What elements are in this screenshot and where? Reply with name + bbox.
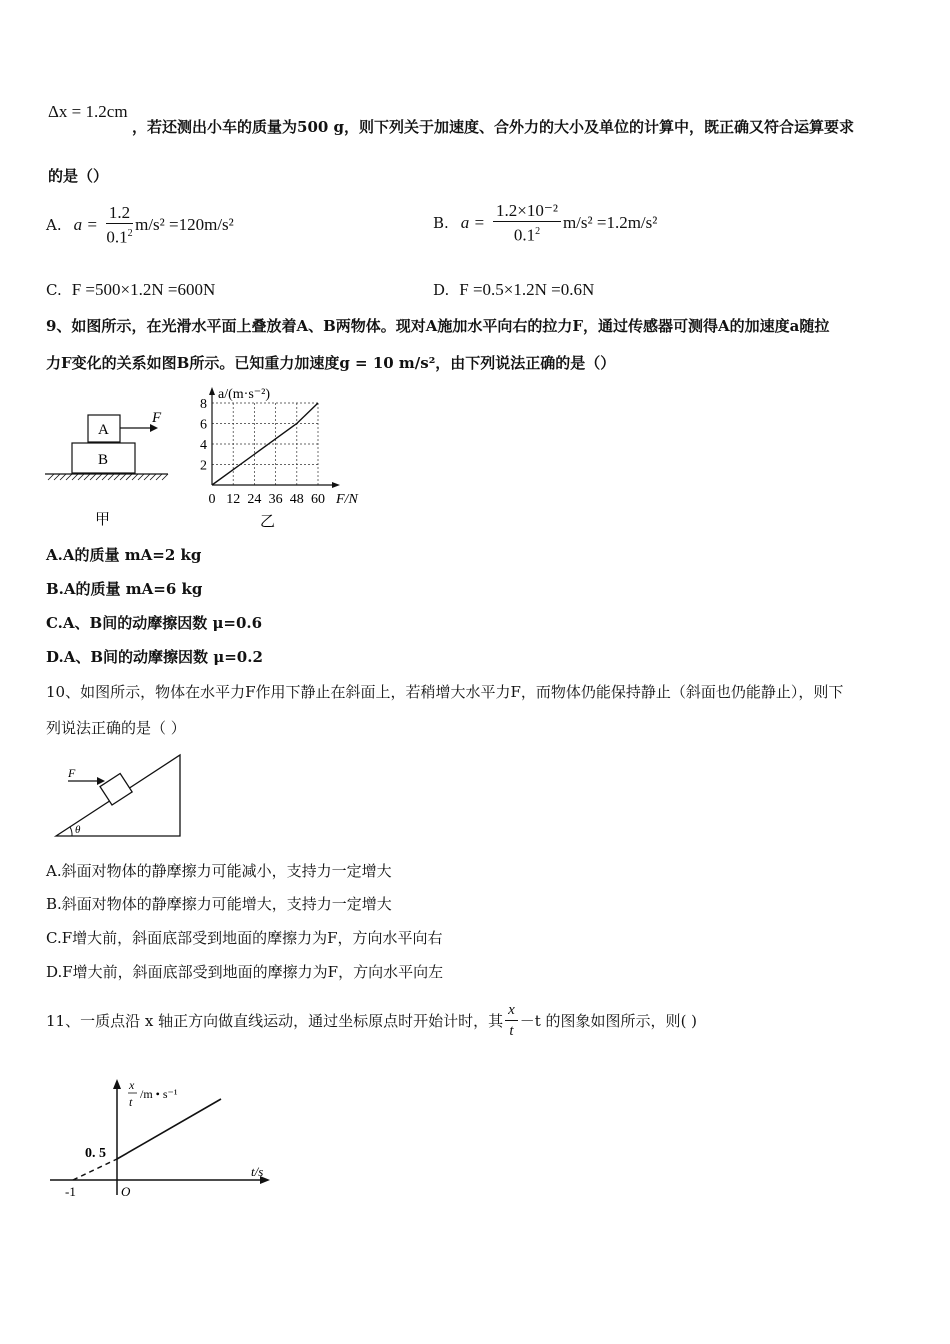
q10-option-a[interactable]	[46, 860, 392, 881]
q11-ylabel-num: x	[129, 1078, 135, 1092]
q9-stem-line1: 9、如图所示，在光滑水平面上叠放着A、B两物体。现对A施加水平向右的拉力F，通过传感器可测得A的加速度a随拉	[46, 317, 830, 335]
figure-yi-caption: 乙	[260, 514, 276, 530]
ground-hatching	[48, 474, 168, 480]
q11-xlabel: t/s	[251, 1164, 264, 1179]
q8-option-c-expr: F =500×1.2N =600N	[71, 280, 216, 299]
q8-option-b-label: B.	[433, 214, 449, 232]
q11-intercept-label: 0. 5	[85, 1146, 106, 1161]
angle-label: θ	[75, 824, 81, 836]
q11-y-axis-arrow	[113, 1079, 121, 1089]
x-tick-label: 0	[208, 492, 216, 507]
q8-stem-line1	[132, 116, 854, 137]
q11-stem-suffix: －t 的图象如图所示，则( )	[519, 1011, 698, 1030]
q11-ylabel-den: t	[129, 1095, 133, 1109]
q10-option-b[interactable]	[46, 893, 392, 914]
q8-option-a[interactable]	[46, 200, 234, 250]
y-tick-label: 4	[200, 438, 207, 453]
q10-option-c[interactable]	[46, 927, 443, 948]
q8-option-b-fraction	[493, 201, 561, 246]
block-a-label: A	[98, 422, 109, 438]
q10-stem-line2: 列说法正确的是（ ）	[46, 719, 186, 737]
figure-jia-caption: 甲	[95, 512, 111, 528]
x-tick-label: 24	[247, 492, 262, 507]
q11-origin-label: O	[121, 1184, 131, 1199]
q10-stem-line1: 10、如图所示，物体在水平力F作用下静止在斜面上，若稍增大水平力F，而物体仍能保持静止（斜面也仍能静止），则下	[46, 683, 844, 701]
q11-neg-tick: -1	[65, 1184, 76, 1199]
q10-option-a-label: A.	[46, 862, 62, 880]
q11-stem	[46, 995, 697, 1045]
q11-stem-fraction-num: x	[505, 1000, 518, 1021]
q8-option-c-label: C.	[46, 281, 62, 299]
q8-option-d-expr: F =0.5×1.2N =0.6N	[459, 280, 595, 299]
q8-option-d-label: D.	[433, 281, 450, 299]
q8-stem-part1: ，若还测出小车的质量为	[132, 118, 298, 136]
q9-option-c-text: A、B间的动摩擦因数 μ=0.6	[62, 614, 263, 632]
q8-option-a-denominator: $0.1^2$	[106, 227, 133, 247]
q9-option-a[interactable]	[46, 544, 201, 565]
q10-option-c-label: C.	[46, 929, 62, 947]
q9-option-a-text: A的质量 mA=2 kg	[62, 546, 202, 564]
incline-block	[100, 773, 132, 805]
delta-x-expression: Δx = 1.2cm	[48, 102, 128, 121]
q11-figure	[45, 1075, 280, 1205]
q9-option-d-label: D.	[46, 648, 64, 666]
q8-mass: 500 g	[297, 118, 345, 136]
q11-dashed-extension	[73, 1159, 117, 1180]
q9-option-d-text: A、B间的动摩擦因数 μ=0.2	[63, 648, 263, 666]
q11-stem-fraction	[505, 1000, 518, 1041]
q9-option-c[interactable]	[46, 612, 262, 633]
q8-option-d[interactable]	[433, 280, 594, 300]
q10-incline-figure	[50, 750, 190, 842]
y-tick-label: 6	[200, 417, 207, 433]
y-axis-arrow	[209, 387, 215, 395]
x-tick-label: 48	[289, 492, 304, 507]
q9-option-b-label: B.	[46, 580, 64, 598]
q9-option-c-label: C.	[46, 614, 63, 632]
q9-stem-line2: 力F变化的关系如图B所示。已知重力加速度g = 10 m/s²，由下列说法正确的是（）	[46, 354, 616, 372]
q9-option-b[interactable]	[46, 578, 202, 599]
q8-option-a-numerator: 1.2	[106, 203, 133, 224]
q8-option-a-label: A.	[46, 216, 62, 234]
q8-option-c[interactable]	[46, 280, 215, 300]
block-b-label: B	[98, 452, 109, 468]
q11-stem-prefix: 11、一质点沿 x 轴正方向做直线运动，通过坐标原点时开始计时，其	[46, 1011, 504, 1030]
q8-option-a-tail: m/s² =120m/s²	[135, 215, 234, 234]
q10-option-d-label: D.	[46, 963, 63, 981]
chart-xlabel: F/N	[336, 492, 358, 507]
q8-option-b-numerator: 1.2×10⁻²	[493, 201, 561, 222]
q9-figure-jia	[40, 400, 180, 530]
angle-arc	[70, 827, 72, 836]
q8-stem-line2: 的是（）	[48, 167, 109, 185]
q8-stem-part2: ，则下列关于加速度、合外力的大小及单位的计算中，既正确又符合运算要求	[344, 118, 855, 136]
q10-option-c-text: F增大前，斜面底部受到地面的摩擦力为F，方向水平向右	[61, 929, 443, 947]
q9-chart-yi	[190, 382, 380, 532]
q8-option-b-var: a =	[460, 213, 486, 232]
q11-ylabel-unit: /m • s⁻¹	[140, 1087, 178, 1101]
x-tick-label: 60	[311, 492, 325, 507]
x-tick-label: 36	[268, 492, 283, 507]
q8-option-a-var: a =	[73, 215, 98, 234]
y-tick-label: 2	[200, 458, 207, 474]
x-tick-label: 12	[226, 492, 241, 507]
q8-option-b[interactable]	[433, 198, 657, 248]
q8-option-b-denominator: $0.1^2$	[513, 225, 541, 245]
q10-option-d[interactable]	[46, 961, 443, 982]
q9-option-a-label: A.	[46, 546, 63, 564]
q8-option-b-tail: m/s² =1.2m/s²	[562, 213, 658, 232]
q8-option-a-fraction	[106, 203, 133, 248]
q9-option-d[interactable]	[46, 646, 263, 667]
q10-option-a-text: 斜面对物体的静摩擦力可能减小，支持力一定增大	[61, 862, 392, 880]
force-label: F	[152, 410, 162, 426]
chart-ylabel: a/(m·s⁻²)	[218, 387, 271, 402]
q9-option-b-text: A的质量 mA=6 kg	[63, 580, 203, 598]
y-tick-label: 8	[200, 397, 207, 412]
q10-option-d-text: F增大前，斜面底部受到地面的摩擦力为F，方向水平向左	[62, 963, 444, 981]
q11-stem-fraction-den: t	[509, 1022, 514, 1039]
q10-option-b-label: B.	[46, 895, 62, 913]
x-axis-arrow	[332, 482, 340, 488]
q11-line	[117, 1099, 221, 1159]
incline-force-label: F	[68, 766, 76, 780]
q10-option-b-text: 斜面对物体的静摩擦力可能增大，支持力一定增大	[61, 895, 392, 913]
